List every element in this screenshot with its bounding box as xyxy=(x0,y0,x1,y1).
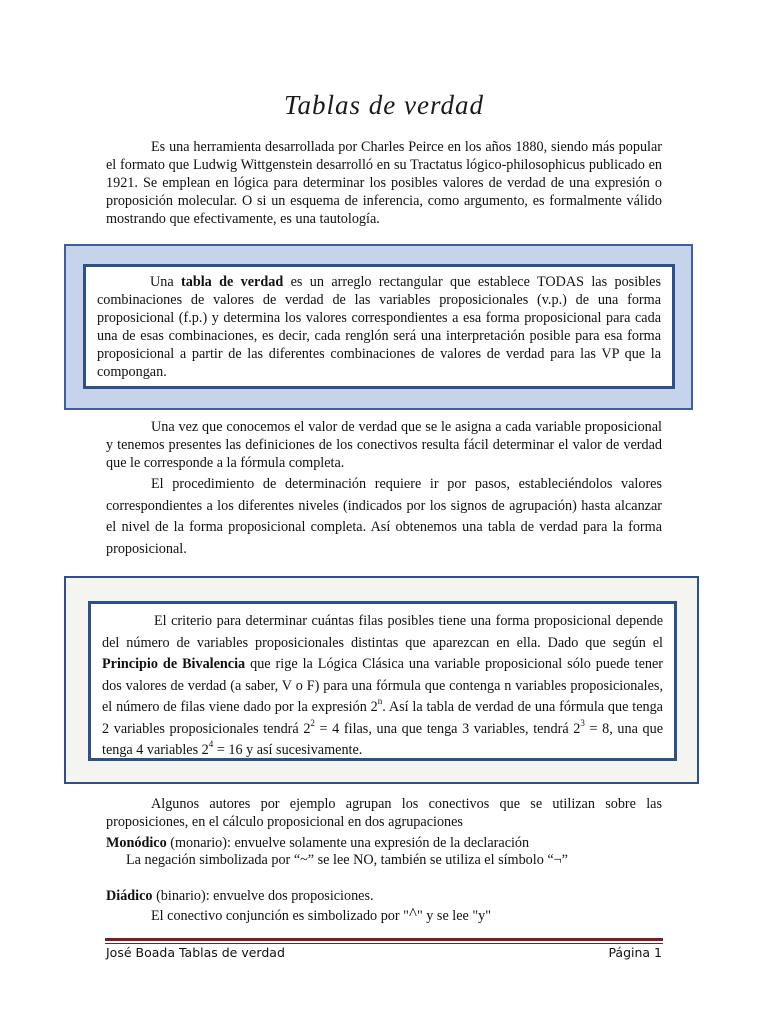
intro-paragraph: Es una herramienta desarrollada por Charles Peirce en los años 1880, siendo más popular el formato que Ludwig Wittgenstein desarrolló en su Tractatus lógico-philosophicus publicado en 1921. Se emplean en lógica para determinar los posibles valores de verdad de una expresión o proposición molecular. O si un esquema de inferencia, como argumento, es formalmente válido mostrando que efectivamente, es una tautología. xyxy=(106,139,662,227)
definition-term: tabla de verdad xyxy=(181,274,284,290)
footer-page-number: Página 1 xyxy=(608,945,662,960)
monadico-line xyxy=(106,834,662,852)
criteria-text-1: El criterio para determinar cuántas filas posibles tiene una forma proposicional depende del número de variables proposicionales distintas que aparezcan en ella. Dado que según el xyxy=(102,613,663,651)
exponent-3: 3 xyxy=(580,717,585,728)
monadico-desc: (monario): envuelve solamente una expresión de la declaración xyxy=(166,835,530,851)
conjunction-line xyxy=(151,905,671,925)
conjunction-symbol: ^ xyxy=(408,904,417,923)
definition-text-pre: Una xyxy=(150,274,181,290)
exponent-4: 4 xyxy=(208,739,214,750)
definition-box xyxy=(83,264,675,389)
paragraph-2: Una vez que conocemos el valor de verdad que se le asigna a cada variable proposicional y tenemos presentes las definiciones de los conectivos resulta fácil determinar el valor de verdad que le corresponde a la fórmula completa. xyxy=(106,419,662,471)
diadico-desc: (binario): envuelve dos proposiciones. xyxy=(152,888,374,904)
criteria-text-5: = 8, una que tenga 4 variables 2 xyxy=(102,720,664,758)
diadico-term: Diádico xyxy=(106,888,153,904)
criteria-text-3: . Así la tabla de verdad de una fórmula que tenga 2 variables proposicionales tendrá 2 xyxy=(102,699,663,737)
conjunction-text-post: " y se lee "y" xyxy=(416,908,492,924)
document-title: Tablas de verdad xyxy=(283,90,484,120)
diadico-line xyxy=(106,887,662,905)
criteria-text-4: = 4 filas, una que tenga 3 variables, tendrá 2 xyxy=(314,720,581,737)
paragraph-3: El procedimiento de determinación requiere ir por pasos, estableciéndolos valores correspondientes a los diferentes niveles (indicados por los signos de agrupación) hasta alcanzar el nivel de la forma proposicional completa. Así obtenemos una tabla de verdad para la forma proposicional. xyxy=(106,476,662,557)
footer-rule-thick xyxy=(105,938,663,941)
criteria-text-6: = 16 y así sucesivamente. xyxy=(213,742,363,758)
exponent-2: 2 xyxy=(310,717,315,728)
footer-author-title: José Boada Tablas de verdad xyxy=(106,945,285,960)
bivalence-term: Principio de Bivalencia xyxy=(102,656,246,672)
paragraph-4: Algunos autores por ejemplo agrupan los conectivos que se utilizan sobre las proposiciones, en el cálculo proposicional en dos agrupaciones xyxy=(106,796,662,830)
definition-text-post: es un arreglo rectangular que establece TODAS las posibles combinaciones de valores de verdad de las variables proposicionales (v.p.) de una forma proposicional (f.p.) y determina los valores correspondientes a esa forma proposicional para cada una de esas combinaciones, es decir, cada renglón será una interpretación posible para esa forma proposicional a partir de las diferentes combinaciones de valores de verdad para las VP que la compongan. xyxy=(97,274,661,380)
criteria-text-2: que rige la Lógica Clásica una variable proposicional sólo puede tener dos valores de verdad (a saber, V o F) para una fórmula que contenga n variables proposicionales, el número de filas viene dado por la expresión 2 xyxy=(102,656,663,715)
exponent-n: n xyxy=(377,696,383,707)
monadico-term: Monódico xyxy=(106,835,167,851)
criteria-box xyxy=(88,601,677,761)
conjunction-text-pre: El conectivo conjunción es simbolizado por " xyxy=(151,908,409,924)
negation-line: La negación simbolizada por “~” se lee NO, también se utiliza el símbolo “¬” xyxy=(126,852,568,868)
